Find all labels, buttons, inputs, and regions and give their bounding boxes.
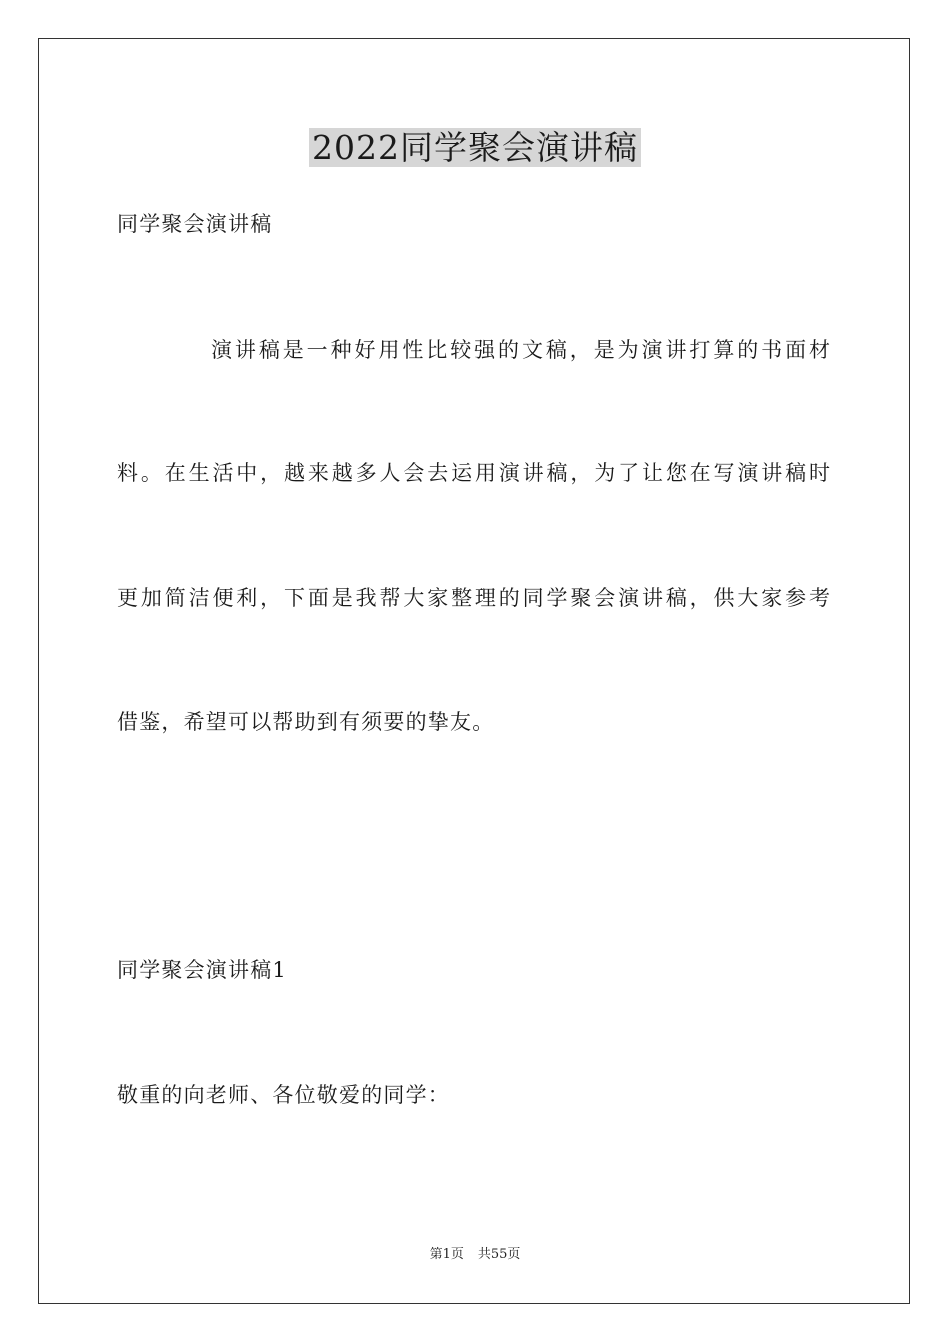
document-title-text: 2022同学聚会演讲稿	[309, 128, 641, 167]
section-heading: 同学聚会演讲稿1	[117, 958, 287, 982]
intro-line-4: 借鉴，希望可以帮助到有须要的挚友。	[117, 710, 495, 734]
intro-line-2: 料。在生活中，越来越多人会去运用演讲稿，为了让您在写演讲稿时	[117, 461, 830, 485]
document-subtitle: 同学聚会演讲稿	[117, 212, 273, 236]
intro-line-1: 演讲稿是一种好用性比较强的文稿，是为演讲打算的书面材	[211, 338, 830, 362]
salutation: 敬重的向老师、各位敬爱的同学：	[117, 1083, 450, 1107]
page-footer	[0, 1246, 950, 1264]
document-title	[0, 126, 950, 170]
intro-line-3: 更加简洁便利，下面是我帮大家整理的同学聚会演讲稿，供大家参考	[117, 586, 830, 610]
page-number: 第1页	[429, 1247, 464, 1262]
total-pages: 共55页	[477, 1247, 521, 1262]
